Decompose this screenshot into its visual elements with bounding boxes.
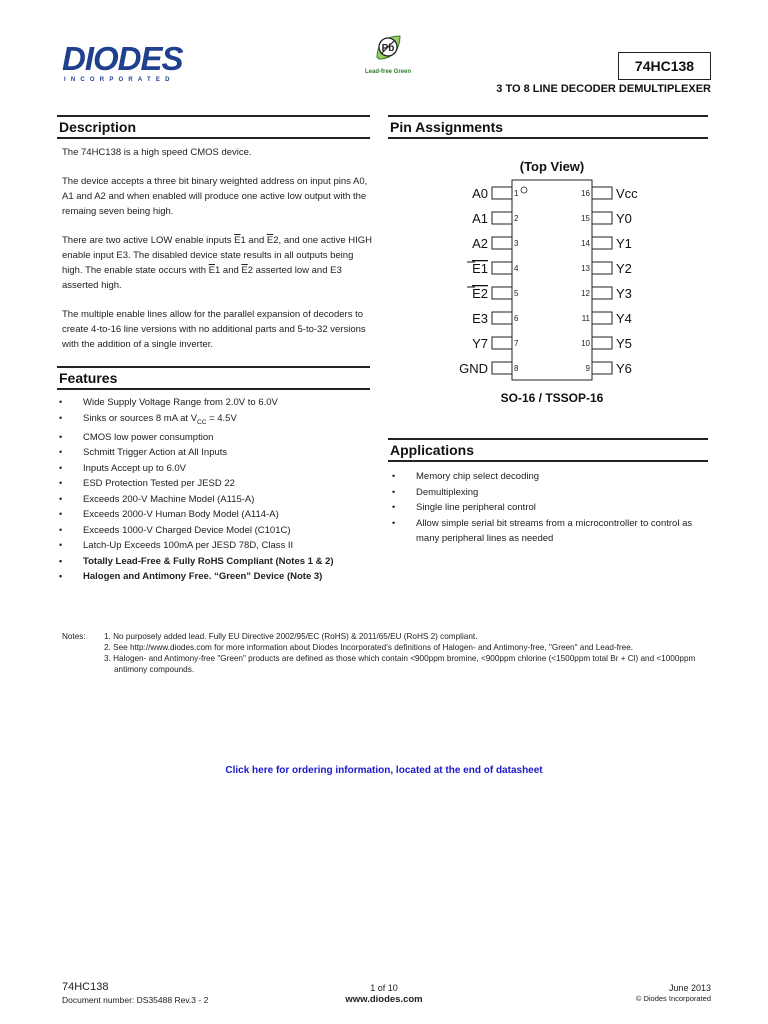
- logo-wordmark: DIODES: [62, 40, 183, 77]
- pin-lead-right: [592, 287, 612, 299]
- pin-number: 13: [581, 264, 590, 273]
- footer-doc-number: Document number: DS35488 Rev.3 - 2: [62, 995, 209, 1005]
- feature-item: • Latch-Up Exceeds 100mA per JESD 78D, Class II: [57, 538, 377, 554]
- pin-number: 1: [514, 189, 519, 198]
- description-heading: Description: [57, 115, 370, 139]
- applications-heading: Applications: [388, 438, 708, 462]
- feature-item: • Inputs Accept up to 6.0V: [57, 461, 377, 477]
- description-paragraph: The multiple enable lines allow for the parallel expansion of decoders to create 4-to-16 line versions with no additional parts and 5-to-32 versions with the addition of a single inverter.: [62, 309, 366, 350]
- pin-label: Y5: [616, 336, 632, 351]
- footer-website-link[interactable]: www.diodes.com: [345, 994, 423, 1005]
- pin-label: E3: [472, 311, 488, 326]
- footer-part-number: 74HC138: [62, 981, 109, 993]
- document-subtitle: 3 TO 8 LINE DECODER DEMULTIPLEXER: [496, 83, 711, 95]
- pin-number: 15: [581, 214, 590, 223]
- part-number-box: 74HC138: [618, 52, 711, 80]
- pin-lead-right: [592, 312, 612, 324]
- pin-lead-left: [492, 187, 512, 199]
- pin-lead-left: [492, 362, 512, 374]
- pin-assignments-heading: Pin Assignments: [388, 115, 708, 139]
- package-label: SO-16 / TSSOP-16: [500, 391, 604, 405]
- ordering-info-link[interactable]: Click here for ordering information, located at the end of datasheet: [225, 765, 543, 776]
- pin-lead-left: [492, 237, 512, 249]
- footer-page-number: 1 of 10: [370, 983, 398, 993]
- applications-list: [390, 469, 712, 547]
- pin-diagram: [452, 156, 648, 406]
- pin-label: A1: [472, 211, 488, 226]
- pin-lead-right: [592, 262, 612, 274]
- pin-number: 12: [581, 289, 590, 298]
- feature-item: • ESD Protection Tested per JESD 22: [57, 476, 377, 492]
- pin-lead-left: [492, 212, 512, 224]
- pin-number: 6: [514, 314, 519, 323]
- description-paragraph-enable: There are two active LOW enable inputs $\overline{E}1$ and $\overline{E}2$, and one active HIGH enable input E3. The disabled device state results in all outputs being high. The enable state occurs with $\overline{E}1$ and $\overline{E}2$ asserted low and E3 asserted high.: [62, 235, 373, 291]
- feature-item: • Schmitt Trigger Action at All Inputs: [57, 445, 377, 461]
- logo-subtext: INCORPORATED: [64, 77, 175, 83]
- pin-number: 5: [514, 289, 519, 298]
- pin-label: E2: [472, 286, 488, 301]
- diodes-logo: [62, 42, 210, 84]
- pin-number: 3: [514, 239, 519, 248]
- notes-label: Notes:: [62, 632, 86, 641]
- feature-item: • Exceeds 1000-V Charged Device Model (C101C): [57, 523, 377, 539]
- note-item: 1. No purposely added lead. Fully EU Directive 2002/95/EC (RoHS) & 2011/65/EU (RoHS 2) compliant.: [104, 632, 478, 641]
- pin-number: 10: [581, 339, 590, 348]
- features-list: [57, 395, 377, 585]
- notes-section: [62, 631, 712, 675]
- pin-number: 4: [514, 264, 519, 273]
- note-item: 2. See http://www.diodes.com for more information about Diodes Incorporated’s definitions of Halogen- and Antimony-free, "Green" and Lead-free.: [104, 643, 634, 652]
- pin-lead-right: [592, 362, 612, 374]
- features-heading: Features: [57, 366, 370, 390]
- feature-item: • Totally Lead-Free & Fully RoHS Compliant (Notes 1 & 2): [57, 554, 377, 570]
- description-paragraph: The device accepts a three bit binary weighted address on input pins A0, A1 and A2 and when enabled will produce one active low output with the remaing seven being high.: [62, 176, 368, 217]
- pin-lead-left: [492, 262, 512, 274]
- pin-label: Y1: [616, 236, 632, 251]
- application-item: • Single line peripheral control: [390, 500, 712, 516]
- feature-item: • Exceeds 2000-V Human Body Model (A114-A): [57, 507, 377, 523]
- pin-label: Y2: [616, 261, 632, 276]
- feature-item: • Wide Supply Voltage Range from 2.0V to 6.0V: [57, 395, 377, 411]
- pin-label: Vcc: [616, 186, 638, 201]
- application-item: • Demultiplexing: [390, 485, 712, 501]
- ic-body: [512, 180, 592, 380]
- application-item: • Allow simple serial bit streams from a microcontroller to control as many peripheral lines as needed: [390, 516, 712, 547]
- pin-number: 7: [514, 339, 519, 348]
- pin-lead-right: [592, 187, 612, 199]
- lead-free-icon: [373, 33, 403, 63]
- pin-number: 16: [581, 189, 590, 198]
- pin-label: Y3: [616, 286, 632, 301]
- pin-label: Y0: [616, 211, 632, 226]
- footer-date: June 2013: [668, 983, 711, 993]
- pin-lead-right: [592, 337, 612, 349]
- pin-number: 14: [581, 239, 590, 248]
- pin-lead-right: [592, 212, 612, 224]
- pb-symbol: Pb: [381, 43, 395, 54]
- pin-label: Y7: [472, 336, 488, 351]
- pin-number: 8: [514, 364, 519, 373]
- description-paragraph: The 74HC138 is a high speed CMOS device.: [62, 147, 252, 158]
- pin-number: 9: [585, 364, 590, 373]
- note-item: 3. Halogen- and Antimony-free "Green" products are defined as those which contain <900ppm bromine, <900ppm chlorine (<1500ppm total Br + Cl) and <1000ppm antimony compounds.: [104, 654, 696, 674]
- pin-label: Y4: [616, 311, 632, 326]
- pin-label: A0: [472, 186, 488, 201]
- feature-item: • CMOS low power consumption: [57, 430, 377, 446]
- pin-number: 2: [514, 214, 519, 223]
- lead-free-green-badge: [358, 33, 418, 73]
- pin-label: Y6: [616, 361, 632, 376]
- pin-lead-right: [592, 237, 612, 249]
- footer-copyright: © Diodes Incorporated: [635, 994, 711, 1003]
- lead-free-label: Lead-free Green: [364, 69, 412, 75]
- pin-diagram-svg: [452, 156, 648, 406]
- pin-number: 11: [581, 314, 590, 323]
- feature-item: • Exceeds 200-V Machine Model (A115-A): [57, 492, 377, 508]
- description-body: [62, 145, 372, 352]
- top-view-label: (Top View): [519, 159, 585, 174]
- pin-label: A2: [472, 236, 488, 251]
- feature-item: • Halogen and Antimony Free. “Green” Device (Note 3): [57, 569, 377, 585]
- feature-item-vcc: • Sinks or sources 8 mA at $V_{CC} = 4.5V$: [57, 411, 377, 430]
- pin-label: E1: [472, 261, 488, 276]
- notes-body: [104, 631, 712, 675]
- pin-lead-left: [492, 337, 512, 349]
- pin-lead-left: [492, 312, 512, 324]
- pin-lead-left: [492, 287, 512, 299]
- pin-label: GND: [459, 361, 488, 376]
- application-item: • Memory chip select decoding: [390, 469, 712, 485]
